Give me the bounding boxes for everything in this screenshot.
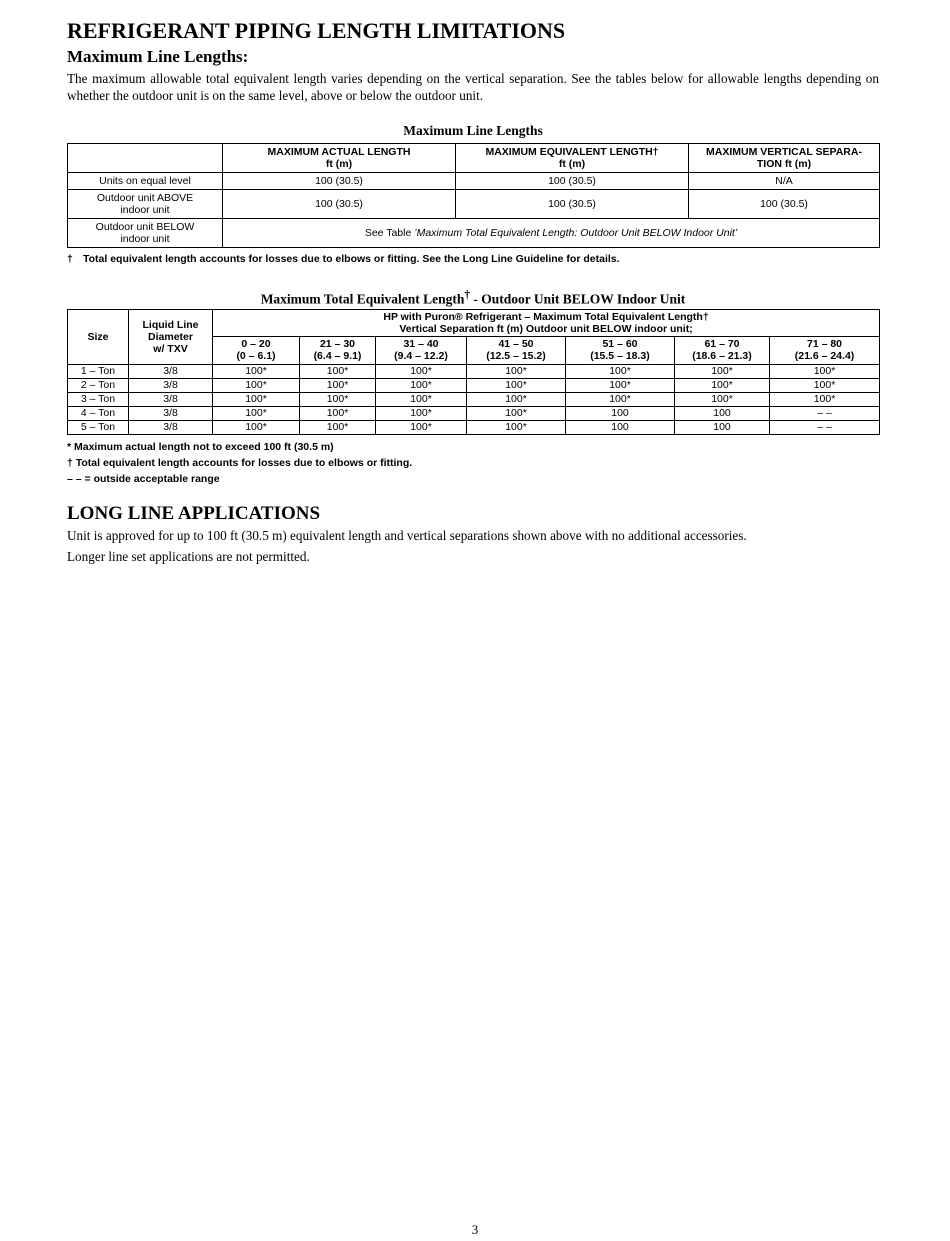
header-line: MAXIMUM ACTUAL LENGTH [267,146,411,158]
liquid-line-header [129,309,213,364]
table-cell: 100* [675,392,770,406]
table-cell: 100* [300,392,376,406]
diameter-cell: 3/8 [129,378,213,392]
column-header-m: (9.4 – 12.2) [394,350,448,362]
column-header-m: (21.6 – 24.4) [794,350,855,362]
header-line: TION ft (m) [756,158,812,170]
diameter-cell: 3/8 [129,420,213,434]
size-cell: 2 – Ton [68,378,129,392]
table2-note: * Maximum actual length not to exceed 100 ft (30.5 m) [67,440,334,453]
table-row [68,420,880,434]
column-header [300,336,376,364]
table-row [68,364,880,378]
column-header-m: (15.5 – 18.3) [590,350,650,362]
column-header [770,336,880,364]
table2-header-row [68,309,880,336]
dagger-symbol: † [67,253,73,265]
table-row [68,173,880,190]
table-cell: 100* [300,420,376,434]
table-cell: 100* [376,378,467,392]
column-header-ft: 71 – 80 [806,338,843,350]
column-header-m: (12.5 – 15.2) [486,350,546,362]
long-line-heading: LONG LINE APPLICATIONS [67,502,321,524]
size-cell: 1 – Ton [68,364,129,378]
column-header-m: (6.4 – 9.1) [313,350,362,362]
table-cell: 100* [376,420,467,434]
table1-header-row [68,144,880,173]
table-row [68,406,880,420]
table-cell: 100* [213,406,300,420]
table-cell: 100* [213,378,300,392]
table1-footnote [67,251,879,267]
table-cell: 100* [770,392,880,406]
table-row [68,190,880,219]
table1-header-equivalent [456,144,689,173]
column-header-ft: 51 – 60 [602,338,638,350]
caption-rest: - Outdoor Unit BELOW Indoor Unit [469,291,686,307]
see-table-prefix: See Table [364,227,415,239]
page-number: 3 [471,1222,479,1237]
column-header [566,336,675,364]
table-cell: 100* [376,406,467,420]
table-cell: 100* [300,364,376,378]
table-cell: 100 (30.5) [456,173,689,190]
caption-main: Maximum Total Equivalent Length [260,291,465,307]
long-line-paragraph: Unit is approved for up to 100 ft (30.5 m) equivalent length and vertical separations shown above with no additional accessories. [67,527,747,543]
table-cell: 100* [300,378,376,392]
table-cell: 100* [300,406,376,420]
table2-body [68,364,880,434]
intro-paragraph: The maximum allowable total equivalent length varies depending on the vertical separation. See the tables below for allowable lengths depending on whether the outdoor unit is on the same level, above or below the outdoor unit. [67,71,879,103]
table-row [68,392,880,406]
section-subtitle: Maximum Line Lengths: [67,47,249,66]
table-cell: 100 (30.5) [223,190,456,219]
page-content [67,18,879,567]
table-cell: 100* [770,364,880,378]
table-cell: 100* [213,420,300,434]
table-cell: 100 [675,406,770,420]
column-header [675,336,770,364]
table-cell: 100* [213,364,300,378]
table-cell: 100 [675,420,770,434]
table-cell: 100* [467,420,566,434]
page-title: REFRIGERANT PIPING LENGTH LIMITATIONS [67,18,566,43]
table-cell: 100 [566,420,675,434]
column-header-ft: 61 – 70 [704,338,740,350]
long-line-paragraph: Longer line set applications are not permitted. [67,548,310,564]
column-header [376,336,467,364]
table-cell: 100* [467,392,566,406]
max-line-lengths-table [67,143,880,248]
outdoor-below-table [67,309,880,435]
header-line: Liquid Line [142,318,199,331]
column-header-ft: 31 – 40 [403,338,439,350]
see-table-reference: ’Maximum Total Equivalent Length: Outdoor Unit BELOW Indoor Unit’ [414,227,738,239]
column-header-ft: 41 – 50 [498,338,534,350]
row-label: Units on equal level [68,173,223,190]
table1-header-actual [223,144,456,173]
group-header-line1: HP with Puron® Refrigerant – Maximum Total Equivalent Length† [383,310,709,323]
column-header-ft: 0 – 20 [241,338,271,350]
table-cell: – – [770,406,880,420]
header-line: w/ TXV [153,342,188,355]
table2-note: – – = outside acceptable range [67,472,220,485]
table-cell: 100* [376,392,467,406]
size-header: Size [68,309,129,364]
caption-sup: † [464,289,470,301]
size-cell: 3 – Ton [68,392,129,406]
table-cell: 100* [376,364,467,378]
column-header-m: (18.6 – 21.3) [692,350,752,362]
column-header-m: (0 – 6.1) [236,350,276,362]
table-cell: 100 (30.5) [689,190,880,219]
header-line: MAXIMUM VERTICAL SEPARA- [706,146,862,158]
table-cell: 100* [566,364,675,378]
row-label: Outdoor unit BELOW indoor unit [68,219,223,248]
size-cell: 4 – Ton [68,406,129,420]
table-cell: 100* [467,378,566,392]
table1-caption: Maximum Line Lengths [403,123,543,138]
table-cell: 100* [566,392,675,406]
group-header [213,309,880,336]
table-row [68,378,880,392]
diameter-cell: 3/8 [129,392,213,406]
header-line: MAXIMUM EQUIVALENT LENGTH† [485,146,659,158]
header-line: ft (m) [325,158,353,170]
size-cell: 5 – Ton [68,420,129,434]
see-table-cell [223,219,880,248]
table-cell: 100 (30.5) [223,173,456,190]
table-row [68,219,880,248]
column-header [467,336,566,364]
row-label: Outdoor unit ABOVE indoor unit [68,190,223,219]
table1-header-vertical [689,144,880,173]
table1-header-empty [68,144,223,173]
table-cell: N/A [689,173,880,190]
column-header-ft: 21 – 30 [319,338,356,350]
table-cell: 100* [467,406,566,420]
table-cell: – – [770,420,880,434]
table-cell: 100* [467,364,566,378]
table-cell: 100* [675,378,770,392]
table-cell: 100* [675,364,770,378]
table-cell: 100* [566,378,675,392]
diameter-cell: 3/8 [129,406,213,420]
footnote-text: Total equivalent length accounts for losses due to elbows or fitting. See the Long Line Guideline for details. [83,253,620,265]
column-header [213,336,300,364]
table-cell: 100 (30.5) [456,190,689,219]
header-line: ft (m) [558,158,586,170]
header-line: Diameter [148,330,193,343]
group-header-line2: Vertical Separation ft (m) Outdoor unit BELOW indoor unit; [399,322,693,335]
table2-note: † Total equivalent length accounts for losses due to elbows or fitting. [67,456,413,469]
table-cell: 100* [770,378,880,392]
diameter-cell: 3/8 [129,364,213,378]
table-cell: 100* [213,392,300,406]
table2-caption [67,286,879,309]
table-cell: 100 [566,406,675,420]
